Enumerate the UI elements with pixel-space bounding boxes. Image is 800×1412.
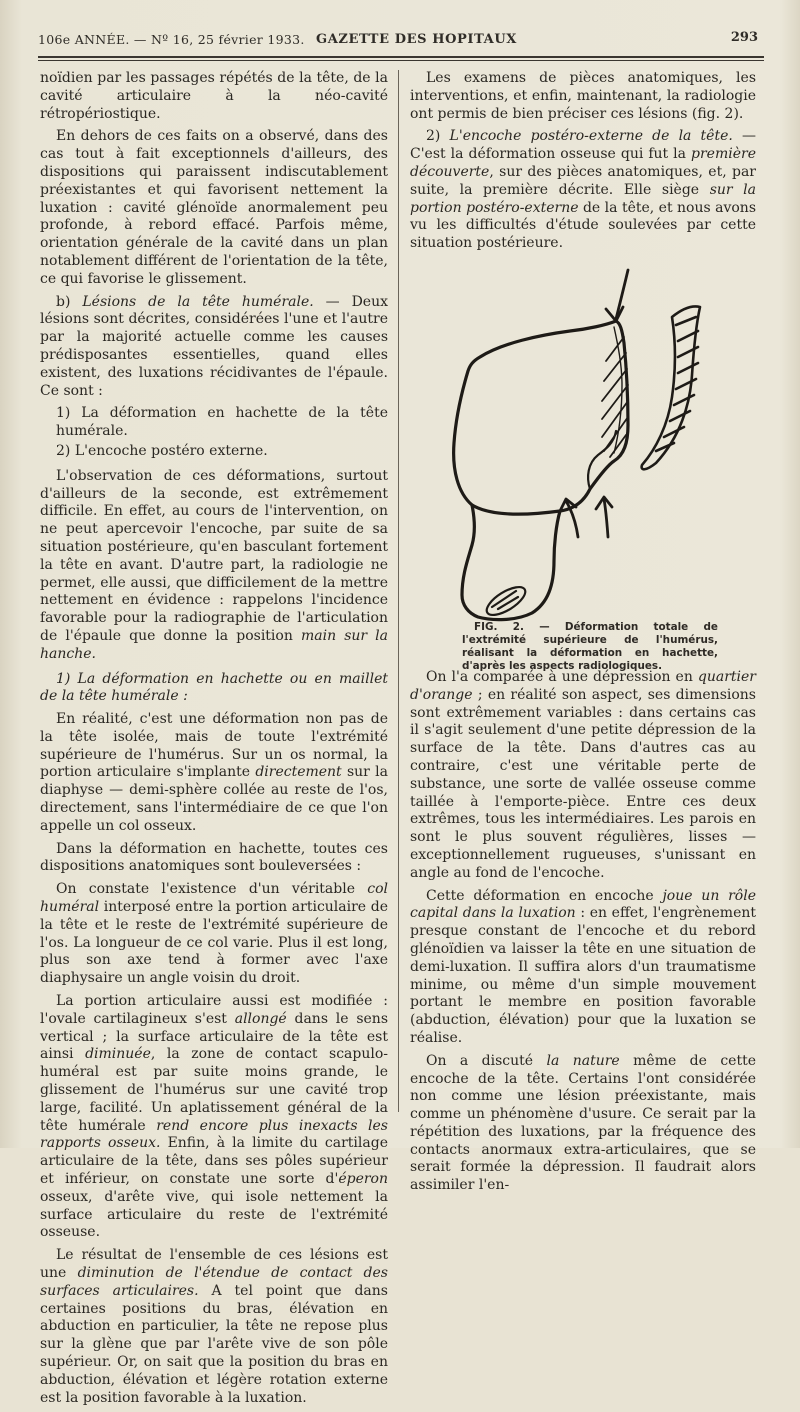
paragraph: Dans la déformation en hachette, toutes ces dispositions anatomiques sont bouleversées : bbox=[40, 840, 388, 875]
column-separator bbox=[398, 70, 399, 1112]
paragraph: En réalité, c'est une déformation non pas de la tête isolée, mais de toute l'extrémité supérieure de l'humérus. Sur un os normal, la portion articulaire s'implante directement sur la diaphyse — demi-sphère collée au reste de l'os, directement, sans l'intermédiaire de ce que l'on appelle un col osseux. bbox=[40, 711, 388, 834]
journal-title: GAZETTE DES HOPITAUX bbox=[316, 32, 517, 47]
section-2-title: L'encoche postéro-externe de la tête. bbox=[449, 128, 733, 145]
section-b-paragraph: b) Lésions de la tête humérale. — Deux lésions sont décrites, considérées l'une et l'autre par la majorité actuelle comme les causes prédisposantes essentielles, quand elles existent, des luxations récidivantes de l'épaule. Ce sont : bbox=[40, 293, 388, 399]
paragraph: On constate l'existence d'un véritable col huméral interposé entre la portion articulaire de la tête et le reste de l'extrémité supérieure de l'os. La longueur de ce col varie. Plus il est long, plus son axe tend à former avec l'axe diaphysaire un angle voisin du droit. bbox=[40, 881, 388, 987]
paragraph: On a discuté la nature même de cette encoche de la tête. Certains l'ont considérée non comme une lésion préexistante, mais comme un phénomène d'usure. Ce serait par la répétition des luxations, par la fréquence des contacts anormaux extra-articulaires, que se serait formée la dépression. Il faudrait alors assimiler l'en- bbox=[410, 1052, 756, 1194]
header-rule-thin bbox=[38, 60, 764, 61]
figure-2 bbox=[410, 265, 756, 672]
humerus-outline bbox=[454, 321, 628, 514]
subsection-title: 1) La déformation en hachette ou en maillet de la tête humérale : bbox=[40, 670, 388, 705]
paragraph: En dehors de ces faits on a observé, dans des cas tout à fait exceptionnels d'ailleurs, des dispositions qui paraissent indiscutablement préexistantes et qui favorisent nettement la luxation : cavité glénoïde anormalement peu profonde, à rebord effacé. Parfois même, orientation générale de la cavité dans un plan notablement différent de l'orientation de la tête, ce qui favorise le glissement. bbox=[40, 128, 388, 287]
running-header bbox=[38, 30, 760, 50]
paragraph: Cette déformation en encoche joue un rôle capital dans la luxation : en effet, l'engrènement presque constant de l'encoche et du rebord glénoïdien va laisser la tête en une situation de demi-luxation. Il suffira alors d'un traumatisme minime, ou même d'un simple mouvement portant le membre en position favorable (abduction, élévation) pour que la luxation se réalise. bbox=[410, 887, 757, 1046]
section-2-paragraph: 2) L'encoche postéro-externe de la tête. — C'est la déformation osseuse qui fut la première découverte, sur des pièces anatomiques, et, par suite, la première décrite. Elle siège sur la portion postéro-externe de la tête, et nous avons vu les difficultés d'étude soulevées par cette situation postérieure. bbox=[410, 128, 757, 252]
right-column bbox=[410, 70, 756, 1200]
paragraph: Le résultat de l'ensemble de ces lésions est une diminution de l'étendue de contact des surfaces articulaires. A tel point que dans certaines positions du bras, élévation en abduction en particulier, la tête ne repose plus sur la glène que par l'arête vive de son pôle supérieur. Or, on sait que la position du bras en abduction, élévation et légère rotation externe est la position favorable à la luxation. bbox=[40, 1247, 388, 1406]
humerus-drawing bbox=[410, 265, 756, 663]
shaft-section bbox=[483, 582, 530, 621]
page-number: 293 bbox=[730, 30, 758, 45]
issue-info: 106e ANNÉE. — Nº 16, 25 février 1933. bbox=[38, 32, 305, 47]
paragraph: Les examens de pièces anatomiques, les interventions, et enfin, maintenant, la radiologie ont permis de bien préciser ces lésions (fig. 2). bbox=[410, 70, 756, 122]
section-b-title: Lésions de la tête humérale. bbox=[82, 293, 314, 310]
bottom-arrows-icon bbox=[560, 497, 612, 537]
list-item: 1) La déformation en hachette de la tête humérale. bbox=[56, 405, 388, 440]
paragraph: L'observation de ces déformations, surtout d'ailleurs de la seconde, est extrêmement difficile. En effet, au cours de l'intervention, on ne peut apercevoir l'encoche, par suite de sa situation postérieure, qu'en basculant fortement la tête en avant. D'autre part, la radiologie ne permet, elle aussi, que difficilement de la mettre nettement en évidence : rappelons l'incidence favorable pour la radiographie de l'articulation de l'épaule que donne la position main sur la hanche. bbox=[40, 467, 389, 662]
header-rule bbox=[38, 56, 764, 58]
paragraph: On l'a comparée à une dépression en quartier d'orange ; en réalité son aspect, ses dimensions sont extrêmement variables : dans certains cas il s'agit seulement d'une petite dépression de la surface de la tête. Dans d'autres cas au contraire, c'est une véritable perte de substance, une sorte de vallée osseuse comme taillée à l'emporte-pièce. Entre ces deux extrêmes, tous les intermédiaires. Les parois en sont le plus souvent régulières, lisses — exceptionnellement rugueuses, s'unissant en angle au fond de l'encoche. bbox=[410, 668, 756, 881]
left-column bbox=[40, 70, 388, 1412]
figure-caption: FIG. 2. — Déformation totale de l'extrémité supérieure de l'humérus, réalisant la déformation en hachette, d'après les aspects radiologiques. bbox=[462, 620, 718, 672]
paragraph: noïdien par les passages répétés de la tête, de la cavité articulaire à la néo-cavité rétropériostique. bbox=[40, 70, 388, 122]
list-item: 2) L'encoche postéro externe. bbox=[56, 442, 268, 459]
glenoid-drawing bbox=[642, 306, 700, 469]
top-arrow-icon bbox=[606, 270, 628, 321]
paragraph: La portion articulaire aussi est modifiée : l'ovale cartilagineux s'est allongé dans le sens vertical ; la surface articulaire de la tête est ainsi diminuée, la zone de contact scapulo-huméral est par suite moins grande, le glissement de l'humérus sur une cavité trop large, facilité. Un aplatissement général de la tête humérale rend encore plus inexacts les rapports osseux. Enfin, à la limite du cartilage articulaire de la tête, dans ses pôles supérieur et inférieur, on constate une sorte d'éperon osseux, d'arête vive, qui isole nettement la surface articulaire du reste de l'extrémité osseuse. bbox=[40, 993, 389, 1241]
